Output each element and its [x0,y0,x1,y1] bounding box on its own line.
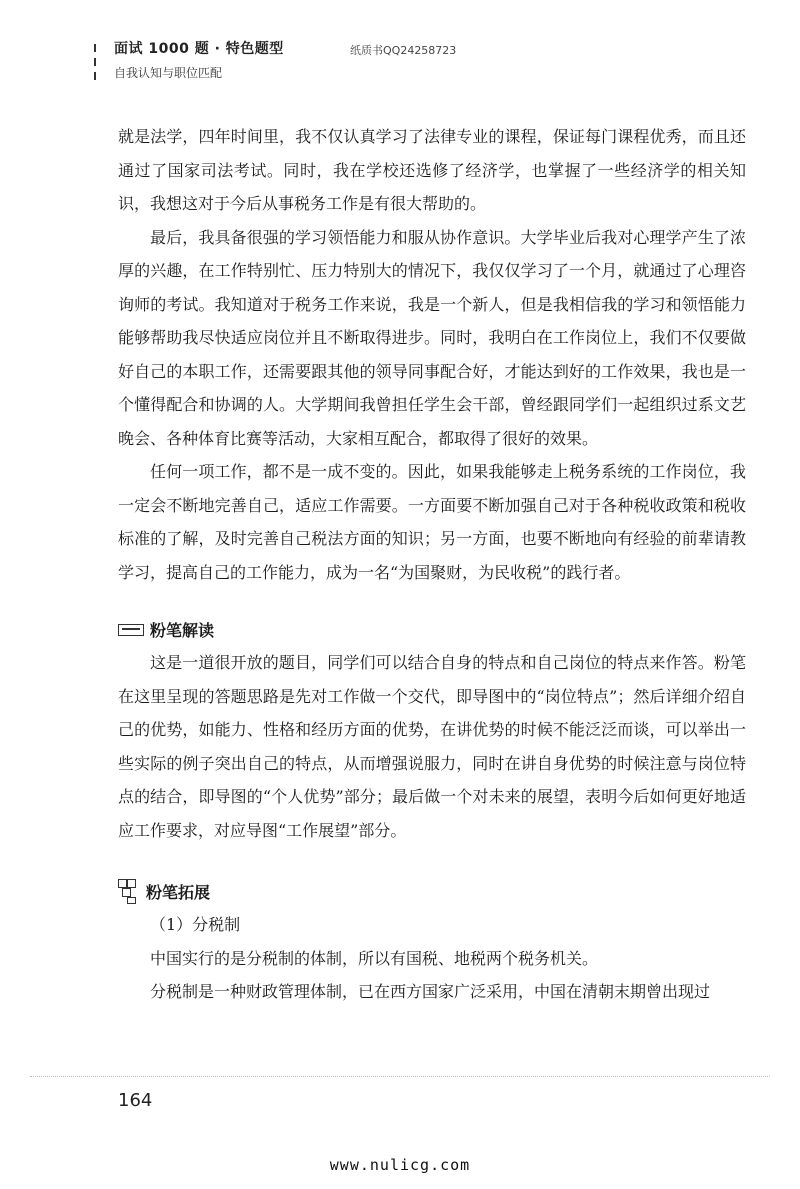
body-paragraph-1: 就是法学，四年时间里，我不仅认真学习了法律专业的课程，保证每门课程优秀，而且还通过了国家司法考试。同时，我在学校还选修了经济学，也掌握了一些经济学的相关知识，我想这对于今后从事税务工作是有很大帮助的。 [118,127,746,213]
page-content [118,120,746,1009]
section-extension-heading [118,875,746,908]
section-interpretation-text: 这是一道很开放的题目，同学们可以结合自身的特点和自己岗位的特点来作答。粉笔在这里呈现的答题思路是先对工作做一个交代，即导图中的“岗位特点”；然后详细介绍自己的优势，如能力、性格和经历方面的优势，在讲优势的时候不能泛泛而谈，可以举出一些实际的例子突出自己的特点，从而增强说服力，同时在讲自身优势的时候注意与岗位特点的结合，即导图的“个人优势”部分；最后做一个对未来的展望，表明今后如何更好地适应工作要求，对应导图“工作展望”部分。 [118,653,746,840]
running-header [100,38,720,88]
body-paragraph-2: 最后，我具备很强的学习领悟能力和服从协作意识。大学毕业后我对心理学产生了浓厚的兴趣，在工作特别忙、压力特别大的情况下，我仅仅学习了一个月，就通过了心理咨询师的考试。我知道对于税务工作来说，我是一个新人，但是我相信我的学习和领悟能力能够帮助我尽快适应岗位并且不断取得进步。同时，我明白在工作岗位上，我们不仅要做好自己的本职工作，还需要跟其他的领导同事配合好，才能达到好的工作效果，我也是一个懂得配合和协调的人。大学期间我曾担任学生会干部，曾经跟同学们一起组织过系文艺晚会、各种体育比赛等活动，大家相互配合，都取得了很好的效果。 [118,227,746,448]
chalk-box-icon [118,624,144,636]
page-number: 164 [118,1090,153,1111]
footer-url: www.nulicg.com [329,1156,471,1174]
body-paragraph-3: 任何一项工作，都不是一成不变的。因此，如果我能够走上税务系统的工作岗位，我一定会不断地完善自己，适应工作需要。一方面要不断加强自己对于各种税收政策和税收标准的了解，及时完善自己税法方面的知识；另一方面，也要不断地向有经验的前辈请教学习，提高自己的工作能力，成为一名“为国聚财，为民收税”的践行者。 [118,462,746,582]
book-subtitle: 自我认知与职位匹配 [114,66,223,80]
section-extension-paragraph-2: 分税制是一种财政管理体制，已在西方国家广泛采用，中国在清朝末期曾出现过 [150,982,711,1001]
section-extension-subheading: （1）分税制 [150,915,241,934]
section-extension-paragraph-1: 中国实行的是分税制的体制，所以有国税、地税两个税务机关。 [150,948,599,968]
section-interpretation-title: 粉笔解读 [150,621,215,640]
scan-noise-line [30,1076,770,1079]
section-extension-title: 粉笔拓展 [146,883,211,902]
header-marks [94,44,100,86]
section-interpretation-heading [118,613,746,646]
grid-blocks-icon [118,879,136,905]
book-title: 面试 1000 题 · 特色题型 [114,41,284,57]
watermark-text: 纸质书QQ24258723 [350,44,457,57]
